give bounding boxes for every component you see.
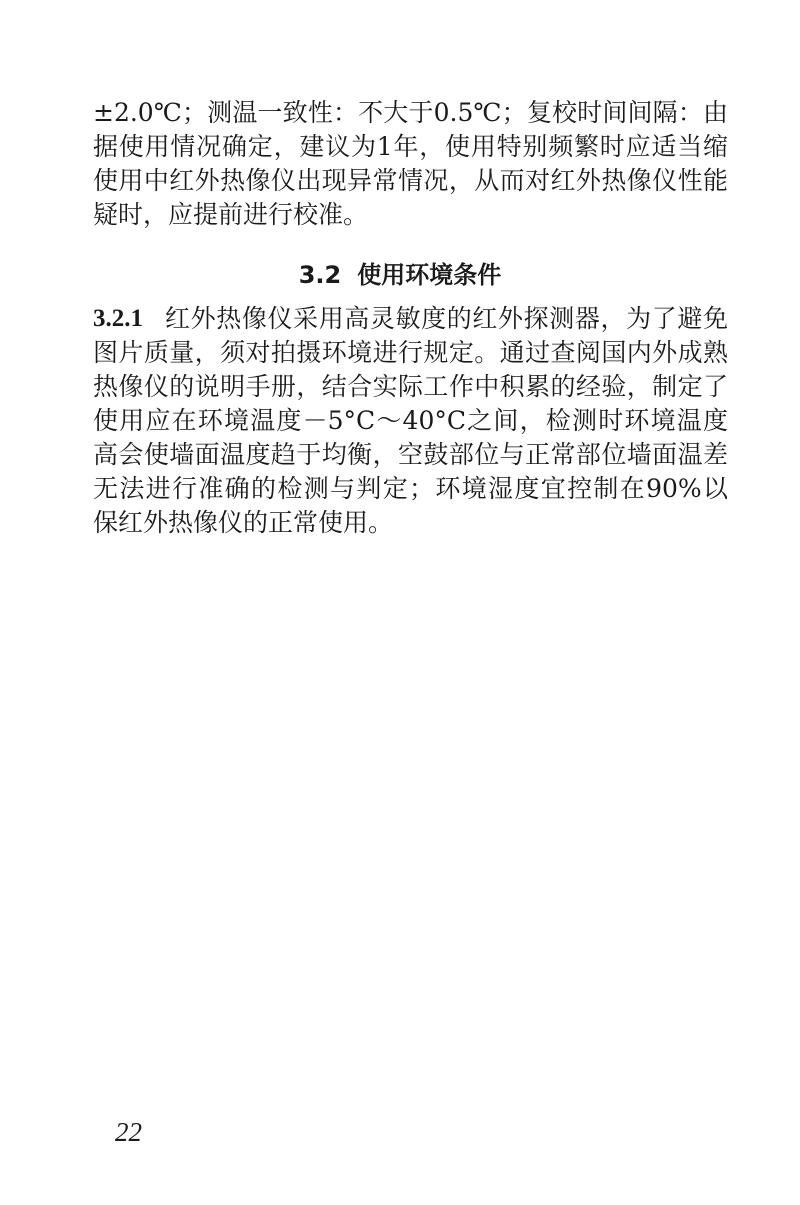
text-line: ±2.0℃；测温一致性：不大于0.5℃；复校时间间隔：由	[93, 98, 728, 127]
section-heading	[0, 255, 800, 290]
clause-number: 3.2.1	[93, 305, 143, 332]
text-line: 图片质量，须对拍摄环境进行规定。通过查阅国内外成熟	[93, 338, 728, 367]
text-line: 使用中红外热像仪出现异常情况，从而对红外热像仪性能	[93, 166, 728, 195]
text-line: 热像仪的说明手册，结合实际工作中积累的经验，制定了	[93, 372, 728, 401]
section-title: 使用环境条件	[357, 261, 502, 289]
text-line: 疑时，应提前进行校准。	[93, 200, 369, 229]
text-line	[93, 302, 728, 336]
page-number: 22	[115, 1117, 142, 1147]
text-line: 高会使墙面温度趋于均衡，空鼓部位与正常部位墙面温差	[93, 440, 728, 469]
text-line: 据使用情况确定，建议为1年，使用特别频繁时应适当缩	[93, 132, 728, 161]
paragraph-calibration	[93, 96, 728, 232]
section-number: 3.2	[298, 261, 342, 289]
text-line: 保红外热像仪的正常使用。	[93, 508, 394, 537]
text-line: 使用应在环境温度－5°C～40°C之间，检测时环境温度	[93, 406, 728, 435]
clause-3-2-1	[93, 302, 728, 540]
text-line: 无法进行准确的检测与判定；环境湿度宜控制在90%以	[93, 474, 728, 503]
clause-text: 红外热像仪采用高灵敏度的红外探测器，为了避免	[165, 304, 728, 333]
